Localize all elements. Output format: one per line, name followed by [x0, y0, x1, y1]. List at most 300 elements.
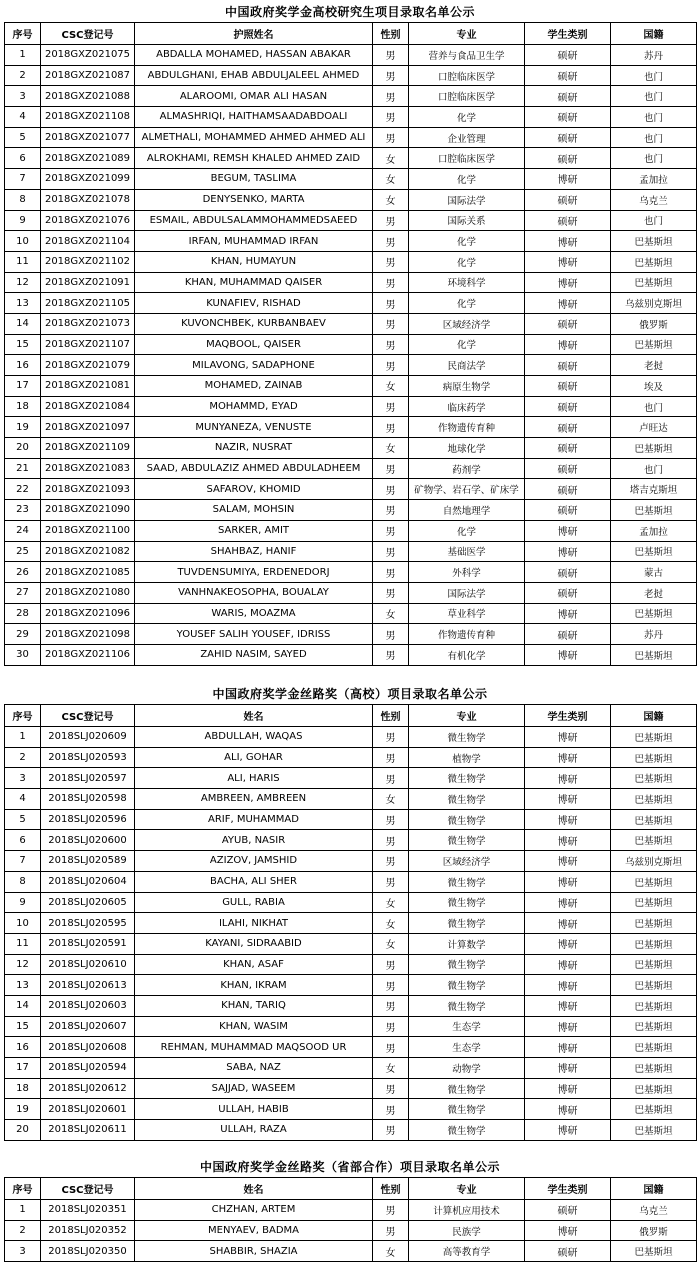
- gender-cell: 女: [373, 1241, 409, 1262]
- major-cell: 植物学: [409, 747, 525, 768]
- csc-number-cell: 2018GXZ021091: [41, 272, 135, 293]
- section-title: 中国政府奖学金丝路奖（高校）项目录取名单公示: [212, 687, 488, 701]
- section-postgraduate: [0, 2, 700, 666]
- table-row: [5, 1200, 697, 1221]
- gender-cell: 男: [373, 520, 409, 541]
- csc-number-cell: 2018SLJ020351: [41, 1200, 135, 1221]
- table-row: [5, 954, 697, 975]
- major-cell: 动物学: [409, 1058, 525, 1079]
- major-cell: 微生物学: [409, 975, 525, 996]
- table-row: [5, 871, 697, 892]
- table-row: [5, 65, 697, 86]
- name-cell: AZIZOV, JAMSHID: [135, 851, 373, 872]
- gender-cell: 女: [373, 789, 409, 810]
- gender-cell: 男: [373, 1200, 409, 1221]
- student-type-cell: 硕研: [525, 624, 611, 645]
- column-header-csc: CSC登记号: [41, 23, 135, 45]
- nationality-cell: 巴基斯坦: [611, 1099, 697, 1120]
- table-row: [5, 1220, 697, 1241]
- nationality-cell: 也门: [611, 65, 697, 86]
- major-cell: 国际关系: [409, 210, 525, 231]
- gender-cell: 女: [373, 892, 409, 913]
- gender-cell: 男: [373, 293, 409, 314]
- student-type-cell: 硕研: [525, 1241, 611, 1262]
- column-header-nat: 国籍: [611, 23, 697, 45]
- name-cell: KAYANI, SIDRAABID: [135, 933, 373, 954]
- index-cell: 5: [5, 809, 41, 830]
- index-cell: 10: [5, 913, 41, 934]
- nationality-cell: 巴基斯坦: [611, 334, 697, 355]
- name-cell: KHAN, ASAF: [135, 954, 373, 975]
- table-row: [5, 355, 697, 376]
- student-type-cell: 博研: [525, 851, 611, 872]
- csc-number-cell: 2018SLJ020593: [41, 747, 135, 768]
- table-row: [5, 1078, 697, 1099]
- index-cell: 11: [5, 933, 41, 954]
- student-type-cell: 硕研: [525, 458, 611, 479]
- gender-cell: 男: [373, 1078, 409, 1099]
- nationality-cell: 巴基斯坦: [611, 727, 697, 748]
- student-type-cell: 博研: [525, 334, 611, 355]
- index-cell: 8: [5, 189, 41, 210]
- major-cell: 临床药学: [409, 396, 525, 417]
- student-type-cell: 博研: [525, 293, 611, 314]
- name-cell: ABDULLAH, WAQAS: [135, 727, 373, 748]
- csc-number-cell: 2018SLJ020597: [41, 768, 135, 789]
- index-cell: 13: [5, 975, 41, 996]
- csc-number-cell: 2018SLJ020600: [41, 830, 135, 851]
- gender-cell: 男: [373, 107, 409, 128]
- student-type-cell: 博研: [525, 251, 611, 272]
- gender-cell: 男: [373, 1099, 409, 1120]
- index-cell: 23: [5, 500, 41, 521]
- gender-cell: 男: [373, 1120, 409, 1141]
- student-type-cell: 硕研: [525, 479, 611, 500]
- name-cell: MOHAMED, ZAINAB: [135, 376, 373, 397]
- index-cell: 7: [5, 169, 41, 190]
- csc-number-cell: 2018GXZ021106: [41, 644, 135, 665]
- gender-cell: 男: [373, 624, 409, 645]
- column-header-type: 学生类别: [525, 705, 611, 727]
- nationality-cell: 巴基斯坦: [611, 1037, 697, 1058]
- major-cell: 微生物学: [409, 892, 525, 913]
- name-cell: ZAHID NASIM, SAYED: [135, 644, 373, 665]
- major-cell: 草业科学: [409, 603, 525, 624]
- index-cell: 3: [5, 1241, 41, 1262]
- table-row: [5, 107, 697, 128]
- gender-cell: 男: [373, 562, 409, 583]
- nationality-cell: 老挝: [611, 582, 697, 603]
- gender-cell: 男: [373, 45, 409, 66]
- gender-cell: 男: [373, 272, 409, 293]
- name-cell: SAFAROV, KHOMID: [135, 479, 373, 500]
- index-cell: 15: [5, 334, 41, 355]
- csc-number-cell: 2018SLJ020607: [41, 1016, 135, 1037]
- csc-number-cell: 2018SLJ020610: [41, 954, 135, 975]
- index-cell: 7: [5, 851, 41, 872]
- nationality-cell: 巴基斯坦: [611, 1241, 697, 1262]
- column-header-name: 姓名: [135, 1178, 373, 1200]
- table-row: [5, 603, 697, 624]
- table-row: [5, 995, 697, 1016]
- index-cell: 15: [5, 1016, 41, 1037]
- name-cell: SAAD, ABDULAZIZ AHMED ABDULADHEEM: [135, 458, 373, 479]
- csc-number-cell: 2018GXZ021082: [41, 541, 135, 562]
- gender-cell: 男: [373, 747, 409, 768]
- csc-number-cell: 2018GXZ021078: [41, 189, 135, 210]
- major-cell: 生态学: [409, 1016, 525, 1037]
- nationality-cell: 俄罗斯: [611, 1220, 697, 1241]
- nationality-cell: 也门: [611, 86, 697, 107]
- gender-cell: 男: [373, 768, 409, 789]
- major-cell: 微生物学: [409, 789, 525, 810]
- name-cell: ABDULGHANI, EHAB ABDULJALEEL AHMED: [135, 65, 373, 86]
- csc-number-cell: 2018GXZ021093: [41, 479, 135, 500]
- major-cell: 营养与食品卫生学: [409, 45, 525, 66]
- index-cell: 9: [5, 210, 41, 231]
- nationality-cell: 也门: [611, 148, 697, 169]
- nationality-cell: 巴基斯坦: [611, 933, 697, 954]
- name-cell: VANHNAKEOSOPHA, BOUALAY: [135, 582, 373, 603]
- name-cell: KUNAFIEV, RISHAD: [135, 293, 373, 314]
- nationality-cell: 卢旺达: [611, 417, 697, 438]
- gender-cell: 男: [373, 500, 409, 521]
- student-type-cell: 博研: [525, 1220, 611, 1241]
- nationality-cell: 巴基斯坦: [611, 995, 697, 1016]
- name-cell: KHAN, WASIM: [135, 1016, 373, 1037]
- major-cell: 病原生物学: [409, 376, 525, 397]
- major-cell: 药剂学: [409, 458, 525, 479]
- admission-table: [4, 704, 697, 1141]
- name-cell: BACHA, ALI SHER: [135, 871, 373, 892]
- table-row: [5, 1120, 697, 1141]
- name-cell: SARKER, AMIT: [135, 520, 373, 541]
- gender-cell: 男: [373, 644, 409, 665]
- admission-table: [4, 22, 697, 666]
- table-row: [5, 747, 697, 768]
- index-cell: 27: [5, 582, 41, 603]
- student-type-cell: 博研: [525, 933, 611, 954]
- table-row: [5, 582, 697, 603]
- gender-cell: 男: [373, 65, 409, 86]
- index-cell: 1: [5, 727, 41, 748]
- csc-number-cell: 2018GXZ021085: [41, 562, 135, 583]
- major-cell: 计算数学: [409, 933, 525, 954]
- csc-number-cell: 2018GXZ021083: [41, 458, 135, 479]
- gender-cell: 男: [373, 809, 409, 830]
- name-cell: KHAN, IKRAM: [135, 975, 373, 996]
- column-header-name: 护照姓名: [135, 23, 373, 45]
- nationality-cell: 巴基斯坦: [611, 768, 697, 789]
- csc-number-cell: 2018SLJ020350: [41, 1241, 135, 1262]
- table-row: [5, 789, 697, 810]
- major-cell: 化学: [409, 107, 525, 128]
- student-type-cell: 博研: [525, 789, 611, 810]
- csc-number-cell: 2018GXZ021107: [41, 334, 135, 355]
- nationality-cell: 也门: [611, 396, 697, 417]
- major-cell: 高等教育学: [409, 1241, 525, 1262]
- csc-number-cell: 2018SLJ020594: [41, 1058, 135, 1079]
- name-cell: TUVDENSUMIYA, ERDENEDORJ: [135, 562, 373, 583]
- nationality-cell: 巴基斯坦: [611, 747, 697, 768]
- major-cell: 化学: [409, 334, 525, 355]
- student-type-cell: 博研: [525, 231, 611, 252]
- csc-number-cell: 2018GXZ021080: [41, 582, 135, 603]
- name-cell: SHAHBAZ, HANIF: [135, 541, 373, 562]
- name-cell: DENYSENKO, MARTA: [135, 189, 373, 210]
- csc-number-cell: 2018SLJ020604: [41, 871, 135, 892]
- csc-number-cell: 2018GXZ021088: [41, 86, 135, 107]
- index-cell: 19: [5, 1099, 41, 1120]
- index-cell: 6: [5, 830, 41, 851]
- major-cell: 外科学: [409, 562, 525, 583]
- table-row: [5, 376, 697, 397]
- table-row: [5, 830, 697, 851]
- name-cell: NAZIR, NUSRAT: [135, 438, 373, 459]
- table-row: [5, 933, 697, 954]
- major-cell: 微生物学: [409, 913, 525, 934]
- nationality-cell: 巴基斯坦: [611, 789, 697, 810]
- csc-number-cell: 2018GXZ021077: [41, 127, 135, 148]
- table-header-row: [5, 1178, 697, 1200]
- table-row: [5, 148, 697, 169]
- csc-number-cell: 2018GXZ021090: [41, 500, 135, 521]
- gender-cell: 男: [373, 1016, 409, 1037]
- name-cell: MENYAEV, BADMA: [135, 1220, 373, 1241]
- name-cell: KUVONCHBEK, KURBANBAEV: [135, 313, 373, 334]
- student-type-cell: 博研: [525, 1016, 611, 1037]
- name-cell: MILAVONG, SADAPHONE: [135, 355, 373, 376]
- nationality-cell: 巴基斯坦: [611, 272, 697, 293]
- gender-cell: 男: [373, 975, 409, 996]
- table-row: [5, 500, 697, 521]
- gender-cell: 男: [373, 995, 409, 1016]
- csc-number-cell: 2018GXZ021084: [41, 396, 135, 417]
- table-row: [5, 913, 697, 934]
- index-cell: 3: [5, 86, 41, 107]
- name-cell: ABDALLA MOHAMED, HASSAN ABAKAR: [135, 45, 373, 66]
- csc-number-cell: 2018SLJ020595: [41, 913, 135, 934]
- major-cell: 微生物学: [409, 995, 525, 1016]
- gender-cell: 女: [373, 148, 409, 169]
- nationality-cell: 巴基斯坦: [611, 830, 697, 851]
- gender-cell: 男: [373, 851, 409, 872]
- gender-cell: 女: [373, 169, 409, 190]
- name-cell: ILAHI, NIKHAT: [135, 913, 373, 934]
- csc-number-cell: 2018GXZ021104: [41, 231, 135, 252]
- student-type-cell: 博研: [525, 603, 611, 624]
- gender-cell: 男: [373, 127, 409, 148]
- major-cell: 化学: [409, 169, 525, 190]
- major-cell: 国际法学: [409, 189, 525, 210]
- nationality-cell: 乌兹别克斯坦: [611, 293, 697, 314]
- student-type-cell: 博研: [525, 913, 611, 934]
- table-row: [5, 975, 697, 996]
- student-type-cell: 博研: [525, 1037, 611, 1058]
- column-header-idx: 序号: [5, 705, 41, 727]
- name-cell: AYUB, NASIR: [135, 830, 373, 851]
- column-header-idx: 序号: [5, 23, 41, 45]
- table-row: [5, 768, 697, 789]
- name-cell: SAJJAD, WASEEM: [135, 1078, 373, 1099]
- csc-number-cell: 2018GXZ021073: [41, 313, 135, 334]
- table-row: [5, 562, 697, 583]
- table-row: [5, 313, 697, 334]
- major-cell: 微生物学: [409, 871, 525, 892]
- table-row: [5, 479, 697, 500]
- section-silk-road-university: [0, 684, 700, 1141]
- index-cell: 12: [5, 272, 41, 293]
- major-cell: 民族学: [409, 1220, 525, 1241]
- nationality-cell: 也门: [611, 210, 697, 231]
- table-row: [5, 727, 697, 748]
- section-silk-road-provincial: [0, 1157, 700, 1262]
- index-cell: 18: [5, 396, 41, 417]
- nationality-cell: 巴基斯坦: [611, 1058, 697, 1079]
- nationality-cell: 巴基斯坦: [611, 1120, 697, 1141]
- table-row: [5, 1099, 697, 1120]
- nationality-cell: 巴基斯坦: [611, 603, 697, 624]
- student-type-cell: 博研: [525, 995, 611, 1016]
- gender-cell: 男: [373, 251, 409, 272]
- index-cell: 14: [5, 313, 41, 334]
- index-cell: 10: [5, 231, 41, 252]
- student-type-cell: 硕研: [525, 582, 611, 603]
- table-row: [5, 851, 697, 872]
- gender-cell: 男: [373, 954, 409, 975]
- csc-number-cell: 2018GXZ021105: [41, 293, 135, 314]
- major-cell: 微生物学: [409, 1078, 525, 1099]
- table-row: [5, 520, 697, 541]
- name-cell: ESMAIL, ABDULSALAMMOHAMMEDSAEED: [135, 210, 373, 231]
- student-type-cell: 博研: [525, 541, 611, 562]
- table-row: [5, 334, 697, 355]
- table-row: [5, 189, 697, 210]
- name-cell: ALAROOMI, OMAR ALI HASAN: [135, 86, 373, 107]
- nationality-cell: 孟加拉: [611, 520, 697, 541]
- index-cell: 30: [5, 644, 41, 665]
- student-type-cell: 博研: [525, 747, 611, 768]
- table-row: [5, 293, 697, 314]
- name-cell: IRFAN, MUHAMMAD IRFAN: [135, 231, 373, 252]
- gender-cell: 女: [373, 1058, 409, 1079]
- index-cell: 3: [5, 768, 41, 789]
- column-header-major: 专业: [409, 23, 525, 45]
- index-cell: 4: [5, 107, 41, 128]
- column-header-type: 学生类别: [525, 1178, 611, 1200]
- student-type-cell: 博研: [525, 871, 611, 892]
- index-cell: 2: [5, 65, 41, 86]
- major-cell: 作物遗传育种: [409, 417, 525, 438]
- major-cell: 生态学: [409, 1037, 525, 1058]
- major-cell: 民商法学: [409, 355, 525, 376]
- major-cell: 地球化学: [409, 438, 525, 459]
- csc-number-cell: 2018GXZ021102: [41, 251, 135, 272]
- student-type-cell: 博研: [525, 809, 611, 830]
- index-cell: 9: [5, 892, 41, 913]
- table-row: [5, 86, 697, 107]
- column-header-type: 学生类别: [525, 23, 611, 45]
- csc-number-cell: 2018SLJ020608: [41, 1037, 135, 1058]
- index-cell: 17: [5, 1058, 41, 1079]
- index-cell: 14: [5, 995, 41, 1016]
- student-type-cell: 博研: [525, 520, 611, 541]
- nationality-cell: 巴基斯坦: [611, 954, 697, 975]
- csc-number-cell: 2018GXZ021097: [41, 417, 135, 438]
- gender-cell: 男: [373, 210, 409, 231]
- student-type-cell: 博研: [525, 830, 611, 851]
- major-cell: 计算机应用技术: [409, 1200, 525, 1221]
- name-cell: REHMAN, MUHAMMAD MAQSOOD UR: [135, 1037, 373, 1058]
- major-cell: 口腔临床医学: [409, 86, 525, 107]
- table-row: [5, 541, 697, 562]
- index-cell: 18: [5, 1078, 41, 1099]
- gender-cell: 男: [373, 479, 409, 500]
- nationality-cell: 苏丹: [611, 45, 697, 66]
- nationality-cell: 巴基斯坦: [611, 1016, 697, 1037]
- nationality-cell: 孟加拉: [611, 169, 697, 190]
- nationality-cell: 也门: [611, 127, 697, 148]
- nationality-cell: 乌克兰: [611, 1200, 697, 1221]
- index-cell: 12: [5, 954, 41, 975]
- major-cell: 基础医学: [409, 541, 525, 562]
- student-type-cell: 博研: [525, 644, 611, 665]
- nationality-cell: 巴基斯坦: [611, 644, 697, 665]
- major-cell: 有机化学: [409, 644, 525, 665]
- index-cell: 1: [5, 45, 41, 66]
- name-cell: ALI, HARIS: [135, 768, 373, 789]
- csc-number-cell: 2018GXZ021109: [41, 438, 135, 459]
- student-type-cell: 硕研: [525, 210, 611, 231]
- student-type-cell: 硕研: [525, 148, 611, 169]
- gender-cell: 女: [373, 913, 409, 934]
- table-row: [5, 1016, 697, 1037]
- csc-number-cell: 2018GXZ021079: [41, 355, 135, 376]
- index-cell: 24: [5, 520, 41, 541]
- major-cell: 化学: [409, 251, 525, 272]
- nationality-cell: 巴基斯坦: [611, 913, 697, 934]
- name-cell: ALMASHRIQI, HAITHAMSAADABDOALI: [135, 107, 373, 128]
- table-row: [5, 458, 697, 479]
- major-cell: 微生物学: [409, 1099, 525, 1120]
- csc-number-cell: 2018GXZ021075: [41, 45, 135, 66]
- index-cell: 17: [5, 376, 41, 397]
- nationality-cell: 巴基斯坦: [611, 1078, 697, 1099]
- index-cell: 13: [5, 293, 41, 314]
- gender-cell: 男: [373, 231, 409, 252]
- major-cell: 口腔临床医学: [409, 65, 525, 86]
- csc-number-cell: 2018SLJ020613: [41, 975, 135, 996]
- major-cell: 微生物学: [409, 830, 525, 851]
- column-header-csc: CSC登记号: [41, 705, 135, 727]
- index-cell: 26: [5, 562, 41, 583]
- student-type-cell: 硕研: [525, 65, 611, 86]
- student-type-cell: 硕研: [525, 438, 611, 459]
- csc-number-cell: 2018GXZ021081: [41, 376, 135, 397]
- gender-cell: 男: [373, 727, 409, 748]
- nationality-cell: 塔吉克斯坦: [611, 479, 697, 500]
- index-cell: 16: [5, 355, 41, 376]
- name-cell: ARIF, MUHAMMAD: [135, 809, 373, 830]
- index-cell: 1: [5, 1200, 41, 1221]
- nationality-cell: 乌克兰: [611, 189, 697, 210]
- csc-number-cell: 2018SLJ020601: [41, 1099, 135, 1120]
- table-row: [5, 231, 697, 252]
- table-row: [5, 396, 697, 417]
- nationality-cell: 苏丹: [611, 624, 697, 645]
- gender-cell: 男: [373, 417, 409, 438]
- nationality-cell: 也门: [611, 107, 697, 128]
